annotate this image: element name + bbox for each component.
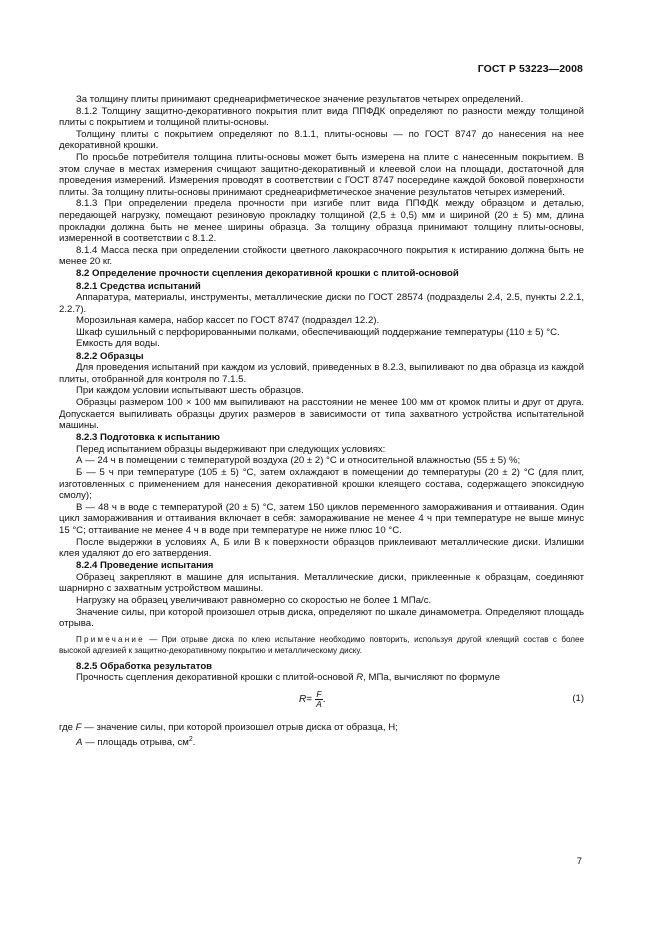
note [59,634,584,656]
paragraph: Образец закрепляют в машине для испытания. Металлические диски, приклеенные к образцам, соединяют шарнирно с захватным устройством машины. [59,571,584,595]
formula-intro: Прочность сцепления декоративной крошки с плитой-основой R, МПа, вычисляют по формуле [76,672,501,684]
paragraph: Морозильная камера, набор кассет по ГОСТ 8747 (подраздел 12.2). [76,315,380,327]
paragraph: Значение силы, при которой произошел отрыв диска, определяют по шкале динамометра. Определяют площадь отрыва. [59,606,584,630]
condition-b: Б — 5 ч при температуре (105 ± 5) °С, затем охлаждают в помещении до температуры (20 ± 2) °С (для плит, изготовленных с применением для нанесения декоративной крошки клеящего состава, содержащего эпоксидную смолу); [59,467,584,502]
formula-equals: = [306,693,313,705]
paragraph: Нагрузку на образец увеличивают равномерно со скоростью не более 1 МПа/с. [76,595,432,607]
section-heading-8-2-5: 8.2.5 Обработка результатов [76,660,213,672]
formula-denominator: A [316,699,322,709]
formula-lhs: R [299,693,307,705]
paragraph: Образцы размером 100 × 100 мм выпиливают на расстоянии не менее 100 мм от кромок плиты и друг от друга. Допускается выпиливать образцы других размеров в зависимости от типа захватного устройства испытательной машины. [59,396,584,432]
paragraph: Шкаф сушильный с перфорированными полками, обеспечивающий поддержание температуры (110 ± 5) °С. [76,326,560,338]
section-heading-8-2-2: 8.2.2 Образцы [76,350,144,362]
paragraph: 8.1.4 Масса песка при определении стойкости цветного лакокрасочного покрытия к истиранию должна быть не менее 20 кг. [59,244,584,268]
definition-a: A — площадь отрыва, $см^2$. [76,735,196,748]
formula [299,690,326,709]
standard-header: ГОСТ Р 53223—2008 [477,63,583,75]
section-heading-8-2-3: 8.2.3 Подготовка к испытанию [76,432,220,444]
condition-v: В — 48 ч в воде с температурой (20 ± 5) °С, затем 150 циклов переменного замораживания и оттаивания. Один цикл замораживания и оттаивания включает в себя: замораживание не менее 4 ч при температуре не выше минус 15 °С; оттаивание не менее 4 ч в воде при температуре не ниже плюс 10 °С. [59,501,584,536]
variable-definitions [59,722,584,748]
page-number: 7 [576,856,582,867]
note-label: Примечание [76,634,145,644]
paragraph: Аппаратура, материалы, инструменты, металлические диски по ГОСТ 28574 (подразделы 2.4, 2.5, пункты 2.2.1, 2.2.7). [59,292,584,315]
paragraph: По просьбе потребителя толщина плиты-основы может быть измерена на плите с нанесенным покрытием. В этом случае в местах измерения счищают защитно-декоративный и клеевой слои на площади, достаточной для проведения измерений. Измерения проводят в соответствии с ГОСТ 8747 посередине каждой боковой поверхности плиты. За толщину плиты-основы принимают среднеарифметическое значение результатов четырех измерений. [59,151,584,198]
paragraph: После выдержки в условиях А, Б или В к поверхности образцов приклеивают металлические диски. Излишки клея удаляют до его затвердения. [59,536,584,560]
paragraph: При каждом условии испытывают шесть образцов. [76,385,304,397]
equation-number: (1) [572,693,584,704]
paragraph: Перед испытанием образцы выдерживают при следующих условиях: [76,443,386,455]
formula-block [59,688,584,722]
document-body [59,94,584,748]
section-heading-8-2: 8.2 Определение прочности сцепления декоративной крошки с плитой-основой [76,268,459,280]
paragraph: 8.1.2 Толщину защитно-декоративного покрытия плит вида ППФДК определяют по разности между толщиной плиты с покрытием и толщиной плиты-основы. [59,105,584,129]
formula-period: . [322,693,326,705]
paragraph: За толщину плиты принимают среднеарифметическое значение результатов четырех определений. [76,94,524,105]
paragraph: 8.1.3 При определении предела прочности при изгибе плит вида ППФДК между образцом и деталью, передающей нагрузку, помещают резиновую прокладку толщиной (2,5 ± 0,5) мм и шириной (20 ± 5) мм, длина прокладки должна быть не менее ширины образца. За толщину образца принимают толщину плиты-основы, измеренной в соответствии с 8.1.2. [59,198,584,245]
section-heading-8-2-1: 8.2.1 Средства испытаний [76,280,201,292]
condition-a: А — 24 ч в помещении с температурой воздуха (20 ± 2) °С и относительной влажностью (55 ± 5) %; [76,455,521,467]
paragraph: Для проведения испытаний при каждом из условий, приведенных в 8.2.3, выпиливают по два образца из каждой плиты, отобранной для контроля по 7.1.5. [59,362,584,385]
formula-fraction [315,690,323,709]
variable-r: R [356,672,364,684]
paragraph: Емкость для воды. [76,338,160,350]
paragraph: Толщину плиты с покрытием определяют по 8.1.1, плиты-основы — по ГОСТ 8747 до нанесения на нее декоративной крошки. [59,128,584,152]
definition-f: где F — значение силы, при которой произошел отрыв диска от образца, Н; [59,722,398,733]
formula-numerator: F [316,689,322,699]
section-heading-8-2-4: 8.2.4 Проведение испытания [76,560,214,572]
note-text: — При отрыве диска по клею испытание необходимо повторить, используя другой клеящий состав с более высокой адгезией к защитно-декоративному покрытию и металлическому диску. [59,634,584,655]
